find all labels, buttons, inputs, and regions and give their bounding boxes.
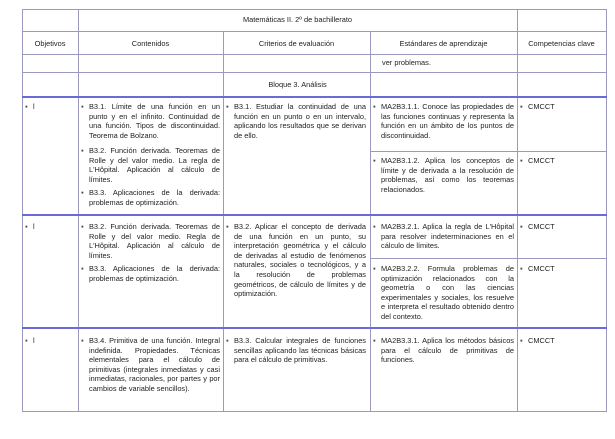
row-divider bbox=[22, 72, 607, 73]
competencia-cell: CMCCT bbox=[528, 102, 555, 111]
bullet-icon: ▪ bbox=[81, 102, 84, 111]
objetivo-cell: l bbox=[33, 336, 35, 345]
header-contenidos: Contenidos bbox=[131, 39, 170, 48]
contenido-cell: B3.2. Función derivada. Teoremas de Rolle y del valor medio. La regla de L'Hôpital. Aplicación al cálculo de límites. bbox=[89, 146, 220, 184]
header-estandares: Estándares de aprendizaje bbox=[399, 39, 488, 48]
bullet-icon: ▪ bbox=[520, 264, 523, 273]
contenido-cell: B3.3. Aplicaciones de la derivada: problemas de optimización. bbox=[89, 264, 220, 283]
estandar-cell: MA2B3.2.1. Aplica la regla de L'Hôpital para resolver indeterminaciones en el cálculo de límites. bbox=[381, 222, 514, 251]
estandar-cell: MA2B3.1.2. Aplica los conceptos de límite y de derivada a la resolución de problemas, así como los teoremas relacionados. bbox=[381, 156, 514, 194]
bullet-icon: ▪ bbox=[226, 222, 229, 231]
table-border-bottom bbox=[22, 411, 607, 412]
bullet-icon: ▪ bbox=[373, 156, 376, 165]
table-border-right bbox=[606, 9, 607, 412]
bullet-icon: ▪ bbox=[520, 102, 523, 111]
bullet-icon: ▪ bbox=[25, 222, 28, 231]
bullet-icon: ▪ bbox=[226, 102, 229, 111]
header-competencias: Competencias clave bbox=[528, 39, 595, 48]
bullet-icon: ▪ bbox=[520, 336, 523, 345]
row-divider bbox=[370, 258, 607, 259]
block-divider bbox=[22, 327, 607, 329]
bullet-icon: ▪ bbox=[81, 264, 84, 273]
criterio-cell: B3.2. Aplicar el concepto de derivada de una función en un punto, su interpretación geométrica y el cálculo de derivadas al estudio de fenómenos naturales, sociales o tecnológicos, y a la resolución de problemas geométricos, de cálculo de límites y de optimización. bbox=[234, 222, 366, 299]
carryover-text: ver problemas. bbox=[382, 58, 431, 67]
criterio-cell: B3.3. Calcular integrales de funciones sencillas aplicando las técnicas básicas para el cálculo de primitivas. bbox=[234, 336, 366, 365]
bullet-icon: ▪ bbox=[373, 264, 376, 273]
row-divider bbox=[22, 54, 607, 55]
table-border-left bbox=[22, 9, 23, 412]
row-divider bbox=[22, 31, 607, 32]
criterio-cell: B3.1. Estudiar la continuidad de una función en un punto o en un intervalo, aplicando los resultados que se derivan de ello. bbox=[234, 102, 366, 140]
bullet-icon: ▪ bbox=[373, 336, 376, 345]
bullet-icon: ▪ bbox=[81, 146, 84, 155]
estandar-cell: MA2B3.1.1. Conoce las propiedades de las funciones continuas y representa la función en un ámbito de los puntos de discontinuidad. bbox=[381, 102, 514, 140]
bullet-icon: ▪ bbox=[81, 188, 84, 197]
header-criterios: Criterios de evaluación bbox=[258, 39, 335, 48]
block-title: Bloque 3. Análisis bbox=[268, 80, 327, 89]
bullet-icon: ▪ bbox=[520, 222, 523, 231]
column-divider bbox=[78, 9, 79, 412]
competencia-cell: CMCCT bbox=[528, 264, 555, 273]
block-divider bbox=[22, 96, 607, 98]
bullet-icon: ▪ bbox=[25, 102, 28, 111]
contenido-cell: B3.4. Primitiva de una función. Integral indefinida. Propiedades. Técnicas elementales para el cálculo de primitivas (integrales inmediatas y casi inmediatas, racionales, por partes y por cambios de variable sencillos). bbox=[89, 336, 220, 393]
bullet-icon: ▪ bbox=[520, 156, 523, 165]
bullet-icon: ▪ bbox=[373, 102, 376, 111]
column-divider bbox=[517, 9, 518, 412]
competencia-cell: CMCCT bbox=[528, 156, 555, 165]
contenido-cell: B3.3. Aplicaciones de la derivada: problemas de optimización. bbox=[89, 188, 220, 207]
estandar-cell: MA2B3.3.1. Aplica los métodos básicos para el cálculo de primitivas de funciones. bbox=[381, 336, 514, 365]
row-divider bbox=[370, 151, 607, 152]
block-divider bbox=[22, 214, 607, 216]
competencia-cell: CMCCT bbox=[528, 336, 555, 345]
objetivo-cell: l bbox=[33, 222, 35, 231]
contenido-cell: B3.2. Función derivada. Teoremas de Rolle y del valor medio. Regla de L'Hôpital. Aplicación al cálculo de límites. bbox=[89, 222, 220, 260]
competencia-cell: CMCCT bbox=[528, 222, 555, 231]
bullet-icon: ▪ bbox=[226, 336, 229, 345]
bullet-icon: ▪ bbox=[81, 336, 84, 345]
bullet-icon: ▪ bbox=[25, 336, 28, 345]
contenido-cell: B3.1. Límite de una función en un punto y en el infinito. Continuidad de una función. Tipos de discontinuidad. Teorema de Bolzano. bbox=[89, 102, 220, 140]
header-objetivos: Objetivos bbox=[34, 39, 66, 48]
bullet-icon: ▪ bbox=[81, 222, 84, 231]
table-border-top bbox=[22, 9, 607, 10]
table-title: Matemáticas II. 2º de bachillerato bbox=[242, 15, 353, 24]
estandar-cell: MA2B3.2.2. Formula problemas de optimización relacionados con la geometría o con las ciencias experimentales y sociales, los resuelve e interpreta el resultado obtenido dentro del contexto. bbox=[381, 264, 514, 321]
objetivo-cell: l bbox=[33, 102, 35, 111]
bullet-icon: ▪ bbox=[373, 222, 376, 231]
